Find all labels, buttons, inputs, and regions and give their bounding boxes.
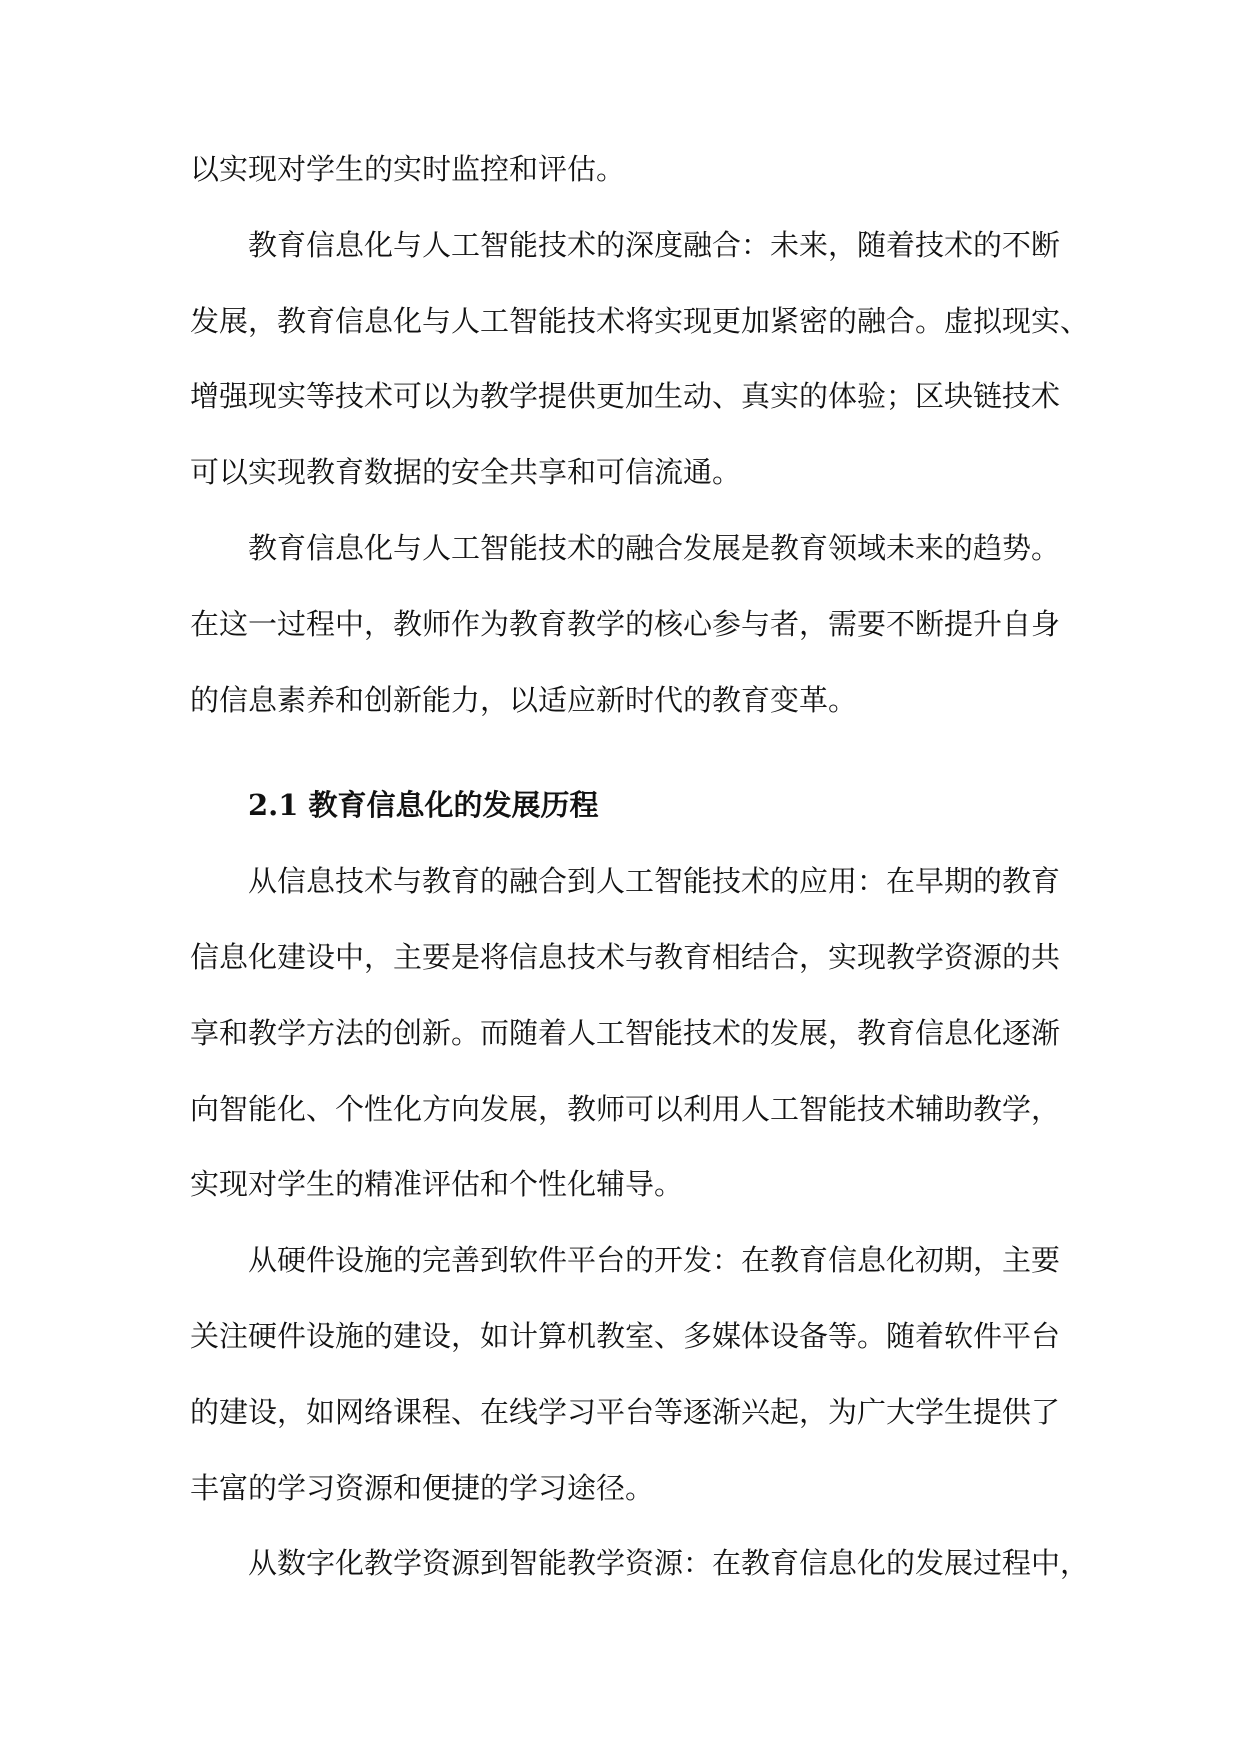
text-line: 丰富的学习资源和便捷的学习途径。 [190, 1470, 655, 1505]
paragraph [190, 1223, 1241, 1526]
text-line: 从硬件设施的完善到软件平台的开发：在教育信息化初期，主要 [248, 1243, 1061, 1278]
text-line: 教育信息化与人工智能技术的融合发展是教育领域未来的趋势。 [248, 530, 1061, 565]
text-line: 的信息素养和创新能力，以适应新时代的教育变革。 [190, 682, 858, 717]
text-line: 可以实现教育数据的安全共享和可信流通。 [190, 455, 742, 490]
text-line: 在这一过程中，教师作为教育教学的核心参与者，需要不断提升自身 [190, 606, 1061, 641]
text-line: 关注硬件设施的建设，如计算机教室、多媒体设备等。随着软件平台 [190, 1318, 1061, 1353]
text-line: 教育信息化与人工智能技术的深度融合：未来，随着技术的不断 [248, 227, 1061, 262]
paragraph [190, 511, 1241, 738]
text-line: 的建设，如网络课程、在线学习平台等逐渐兴起，为广大学生提供了 [190, 1394, 1061, 1429]
text-line: 享和教学方法的创新。而随着人工智能技术的发展，教育信息化逐渐 [190, 1015, 1061, 1050]
paragraph-continued [190, 132, 1241, 208]
paragraph [190, 208, 1241, 511]
paragraph [190, 844, 1241, 1223]
text-line: 从数字化教学资源到智能教学资源：在教育信息化的发展过程中， [248, 1546, 1090, 1581]
text-line: 从信息技术与教育的融合到人工智能技术的应用：在早期的教育 [248, 864, 1061, 899]
text-line: 实现对学生的精准评估和个性化辅导。 [190, 1167, 684, 1202]
text-line: 以实现对学生的实时监控和评估。 [190, 152, 626, 186]
text-line: 发展，教育信息化与人工智能技术将实现更加紧密的融合。虚拟现实、 [190, 303, 1090, 338]
text-line: 向智能化、个性化方向发展，教师可以利用人工智能技术辅助教学， [190, 1091, 1061, 1126]
text-line: 增强现实等技术可以为教学提供更加生动、真实的体验；区块链技术 [190, 379, 1061, 414]
section-heading: 2.1 教育信息化的发展历程 [248, 788, 599, 823]
text-line: 信息化建设中，主要是将信息技术与教育相结合，实现教学资源的共 [190, 939, 1061, 974]
paragraph [190, 1526, 1241, 1602]
